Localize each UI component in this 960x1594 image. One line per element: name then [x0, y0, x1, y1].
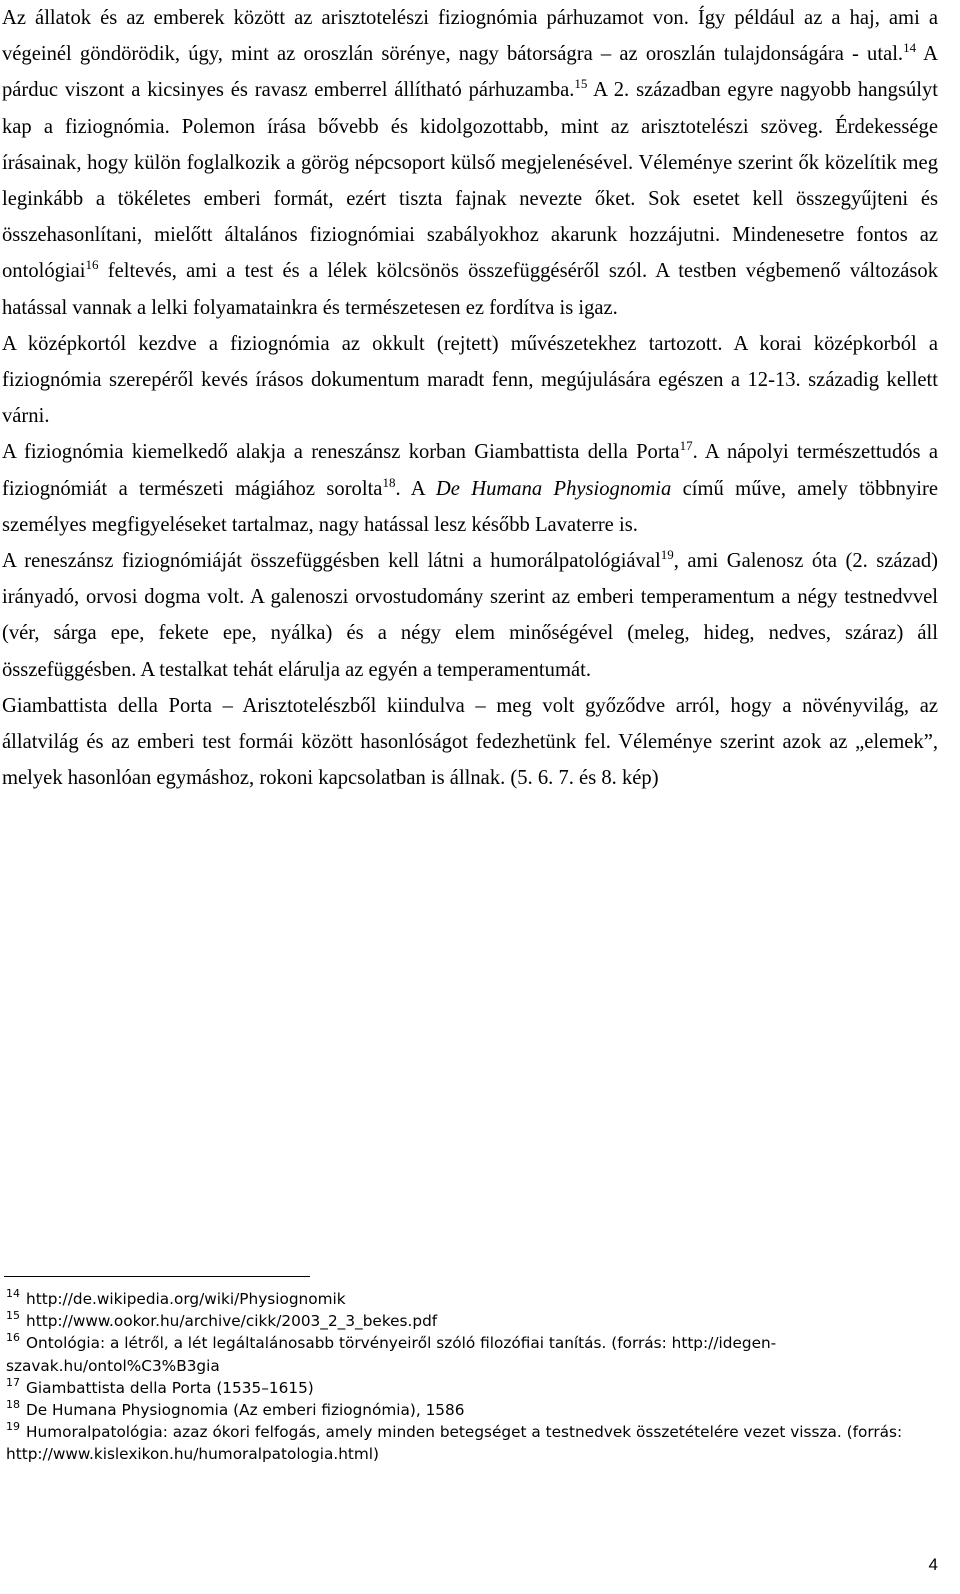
text: feltevés, ami a test és a lélek kölcsönös összefüggéséről szól. A testben végbemenő változások hatással vannak a lelki folyamatainkra és természetesen ez fordítva is igaz. — [2, 260, 938, 319]
paragraph-4 — [2, 543, 938, 688]
footnote-number: 16 — [6, 1331, 20, 1345]
footnote-ref-18[interactable]: 18 — [382, 474, 396, 490]
document-body — [2, 0, 938, 796]
footnote-18 — [2, 1399, 938, 1421]
footnote-number: 18 — [6, 1398, 20, 1412]
footnote-19 — [2, 1421, 938, 1465]
footnote-ref-15[interactable]: 15 — [574, 76, 588, 92]
footnote-text: Giambattista della Porta (1535–1615) — [26, 1378, 314, 1397]
footnote-number: 14 — [6, 1287, 20, 1300]
footnote-text[interactable]: http://de.wikipedia.org/wiki/Physiognomik — [26, 1290, 346, 1308]
footnote-text[interactable]: http://www.ookor.hu/archive/cikk/2003_2_3_bekes.pdf — [26, 1312, 438, 1331]
footnote-text: De Humana Physiognomia (Az emberi fiziognómia), 1586 — [26, 1401, 465, 1420]
footnote-separator — [4, 1276, 310, 1277]
text: című műve, amely többnyire személyes megfigyeléseket tartalmaz, nagy hatással lesz később Lavaterre is. — [2, 477, 938, 536]
text: A 2. században egyre nagyobb hangsúlyt kap a fiziognómia. Polemon írása bővebb és kidolgozottabb, mint az arisztotelészi szöveg. Érdekessége írásainak, hogy külön foglalkozik a görög népcsoport külső megjelenésével. Véleménye szerint ők közelítik meg leginkább a tökéletes emberi formát, ezért tiszta fajnak nevezte őket. Sok esetet kell összegyűjteni és összehasonlítani, mielőtt általános fiziognómiai szabályokhoz akarunk hozzájutni. Mindenesetre fontos az ontológiai — [2, 79, 939, 283]
paragraph-5: Giambattista della Porta – Arisztotelészből kiindulva – meg volt győződve arról, hogy a növényvilág, az állatvilág és az emberi test formái között hasonlóságot fedezhetünk fel. Véleménye szerint azok az „elemek”, melyek hasonlóan egymáshoz, rokoni kapcsolatban is állnak. (5. 6. 7. és 8. kép) — [2, 694, 938, 790]
footnote-17 — [2, 1377, 938, 1399]
book-title: De Humana Physiognomia — [435, 477, 672, 500]
paragraph-1 — [2, 0, 938, 326]
footnote-number: 15 — [6, 1309, 20, 1323]
text: , ami Galenosz óta (2. század) irányadó, orvosi dogma volt. A galenoszi orvostudomány szerint az emberi temperamentum a négy testnedvvel (vér, sárga epe, fekete epe, nyálka) és a négy elem minőségével (meleg, hideg, nedves, száraz) áll összefüggésben. A testalkat tehát elárulja az egyén a temperamentumát. — [2, 550, 938, 681]
text: A reneszánsz fiziognómiáját összefüggésben kell látni a humorálpatológiával — [2, 550, 661, 573]
footnote-15 — [2, 1310, 938, 1332]
footnote-ref-17[interactable]: 17 — [679, 438, 693, 454]
footnote-number: 17 — [6, 1375, 20, 1389]
footnote-text: Ontológia: a létről, a lét legáltalánosabb törvényeiről szóló filozófiai tanítás. (forrás: http://idegen-szavak.hu/ontol%C3%B3gia — [6, 1334, 777, 1375]
text: A fiziognómia kiemelkedő alakja a reneszánsz korban Giambattista della Porta — [2, 441, 680, 464]
footnote-14 — [2, 1288, 938, 1310]
footnote-ref-19[interactable]: 19 — [660, 547, 674, 563]
paragraph-2: A középkortól kezdve a fiziognómia az okkult (rejtett) művészetekhez tartozott. A korai középkorból a fiziognómia szerepéről kevés írásos dokumentum maradt fenn, megújulására egészen a 12-13. századig kellett várni. — [2, 332, 938, 428]
footnote-ref-16[interactable]: 16 — [85, 257, 99, 273]
footnote-number: 19 — [6, 1420, 20, 1434]
text: Az állatok és az emberek között az arisztotelészi fiziognómia párhuzamot von. Így például az a haj, ami a végeinél göndörödik, úgy, mint az oroszlán sörénye, nagy bátorságra – az oroszlán tulajdonságára - utal. — [2, 7, 938, 66]
footnote-16 — [2, 1332, 938, 1376]
text: A párduc viszont a kicsinyes és ravasz emberrel állítható párhuzamba. — [2, 43, 939, 102]
text: . A nápolyi természettudós a fiziognómiát a természeti mágiához sorolta — [2, 441, 939, 500]
text: . A — [395, 477, 436, 500]
footnotes — [2, 1288, 938, 1466]
footnote-ref-14[interactable]: 14 — [903, 40, 917, 56]
paragraph-3 — [2, 434, 938, 543]
footnote-text: Humoralpatológia: azaz ókori felfogás, amely minden betegséget a testnedvek összetételére vezet vissza. (forrás: http://www.kislexikon.hu/humoralpatologia.html) — [6, 1423, 903, 1464]
page-number: 4 — [928, 1555, 938, 1574]
